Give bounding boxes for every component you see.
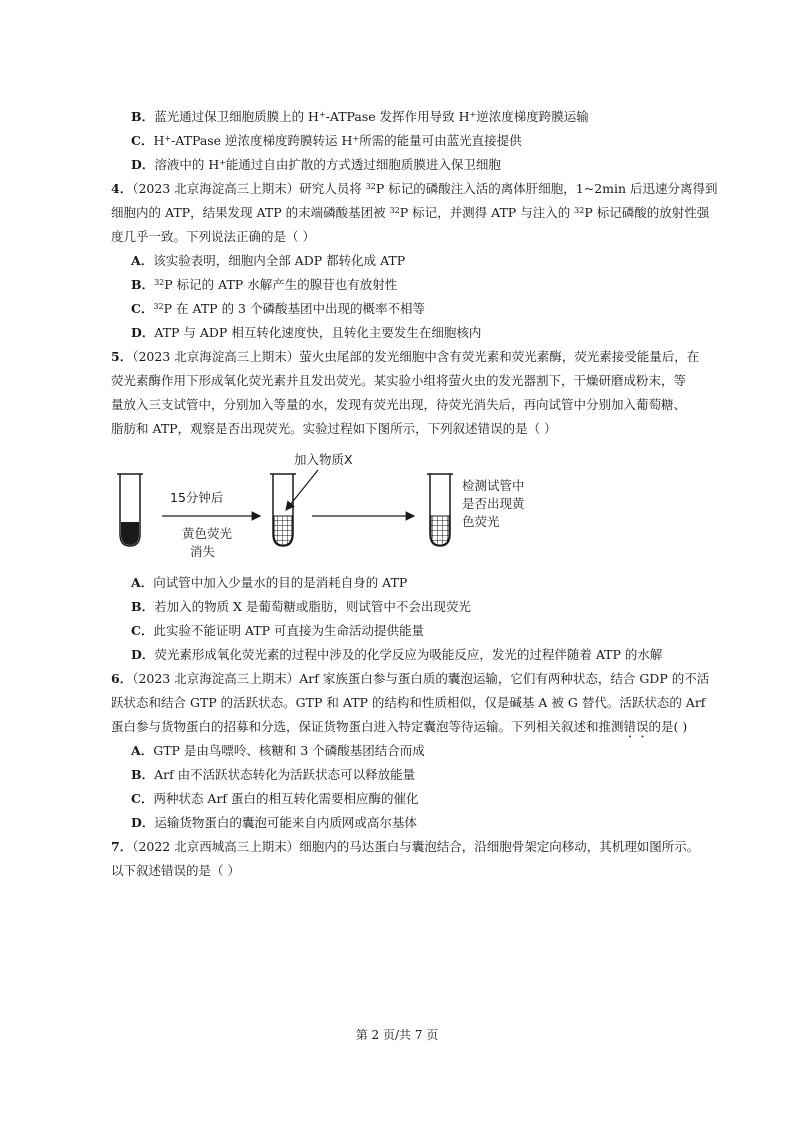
arrow-add-x (286, 470, 318, 510)
q4-option-b: B．$^{32}$P 标记的 ATP 水解产生的腺苷也有放射性 (131, 277, 398, 292)
q5-experiment-figure (112, 450, 672, 570)
page-footer: 第 2 页/共 7 页 (355, 1028, 439, 1042)
test-tube-3 (427, 474, 453, 546)
q5-stem-line-2: 荧光素酶作用下形成氧化荧光素并且发出荧光。某实验小组将萤火虫的发光器割下，干燥研磨成粉末，等 (111, 373, 687, 388)
q6-option-c: C．两种状态 Arf 蛋白的相互转化需要相应酶的催化 (131, 791, 419, 806)
q3-option-c: C．H+-ATPase 逆浓度梯度跨膜转运 H+所需的能量可由蓝光直接提供 (131, 133, 522, 148)
q5-option-a: A．向试管中加入少量水的目的是消耗自身的 ATP (131, 575, 408, 590)
q4-option-c: C．$^{32}$P 在 ATP 的 3 个磷酸基团中出现的概率不相等 (131, 301, 425, 316)
q6-stem-line-3: 蛋白参与货物蛋白的招募和分选，保证货物蛋白进入特定囊泡等待运输。下列相关叙述和推测错误的是( ) (111, 719, 688, 734)
q5-stem-line-4: 脂肪和 ATP，观察是否出现荧光。实验过程如下图所示，下列叙述错误的是（ ） (111, 421, 557, 436)
q5-option-c: C．此实验不能证明 ATP 可直接为生命活动提供能量 (131, 623, 424, 638)
label-detect-1: 检测试管中 (462, 478, 525, 493)
test-tube-2 (270, 474, 296, 546)
q4-option-a: A．该实验表明，细胞内全部 ADP 都转化成 ATP (131, 253, 406, 268)
q3-option-d: D．溶液中的 H+能通过自由扩散的方式透过细胞质膜进入保卫细胞 (131, 157, 501, 172)
label-detect-2: 是否出现黄 (462, 496, 525, 511)
label-15min: 15分钟后 (170, 490, 224, 505)
q7-stem-line-1: 7．（2022 北京西城高三上期末）细胞内的马达蛋白与囊泡结合，沿细胞骨架定向移动，其机理如图所示。 (111, 839, 700, 854)
q4-option-d: D．ATP 与 ADP 相互转化速度快，且转化主要发生在细胞核内 (131, 325, 482, 340)
q5-option-b: B．若加入的物质 X 是葡萄糖或脂肪，则试管中不会出现荧光 (131, 599, 471, 614)
q6-stem-line-2: 跃状态和结合 GTP 的活跃状态。GTP 和 ATP 的结构和性质相似，仅是碱基 A 被 G 替代。活跃状态的 Arf (111, 695, 706, 710)
label-add-x: 加入物质X (294, 452, 353, 467)
label-detect-3: 色荧光 (462, 514, 500, 529)
label-fade-1: 黄色荧光 (182, 526, 233, 541)
q5-stem-line-1: 5．（2023 北京海淀高三上期末）萤火虫尾部的发光细胞中含有荧光素和荧光素酶，荧光素接受能量后，在 (111, 349, 700, 364)
q6-option-a: A．GTP 是由鸟嘌呤、核糖和 3 个磷酸基团结合而成 (131, 743, 425, 758)
q5-stem-line-3: 量放入三支试管中，分别加入等量的水，发现有荧光出现，待荧光消失后，再向试管中分别加入葡萄糖、 (111, 397, 687, 412)
q4-stem-line-3: 度几乎一致。下列说法正确的是（ ） (111, 229, 315, 244)
label-fade-2: 消失 (190, 544, 216, 559)
q4-stem-line-1: 4．（2023 北京海淀高三上期末）研究人员将 $^{32}$P 标记的磷酸注入活的离体肝细胞，1~2min 后迅速分离得到 (111, 181, 718, 196)
q5-option-d: D．荧光素形成氧化荧光素的过程中涉及的化学反应为吸能反应，发光的过程伴随着 ATP 的水解 (131, 647, 663, 662)
q6-stem-line-1: 6．（2023 北京海淀高三上期末）Arf 家族蛋白参与蛋白质的囊泡运输，它们有两种状态，结合 GDP 的不活 (111, 671, 710, 686)
q3-option-b: B．蓝光通过保卫细胞质膜上的 H+-ATPase 发挥作用导致 H+逆浓度梯度跨膜运输 (131, 109, 589, 124)
q7-stem-line-2: 以下叙述错误的是（ ） (111, 863, 240, 878)
q6-option-d: D．运输货物蛋白的囊泡可能来自内质网或高尔基体 (131, 815, 417, 830)
test-tube-1 (117, 474, 143, 546)
q4-stem-line-2: 细胞内的 ATP，结果发现 ATP 的末端磷酸基团被 $^{32}$P 标记，并测得 ATP 与注入的 $^{32}$P 标记磷酸的放射性强 (111, 205, 710, 220)
q6-option-b: B．Arf 由不活跃状态转化为活跃状态可以释放能量 (131, 767, 416, 782)
